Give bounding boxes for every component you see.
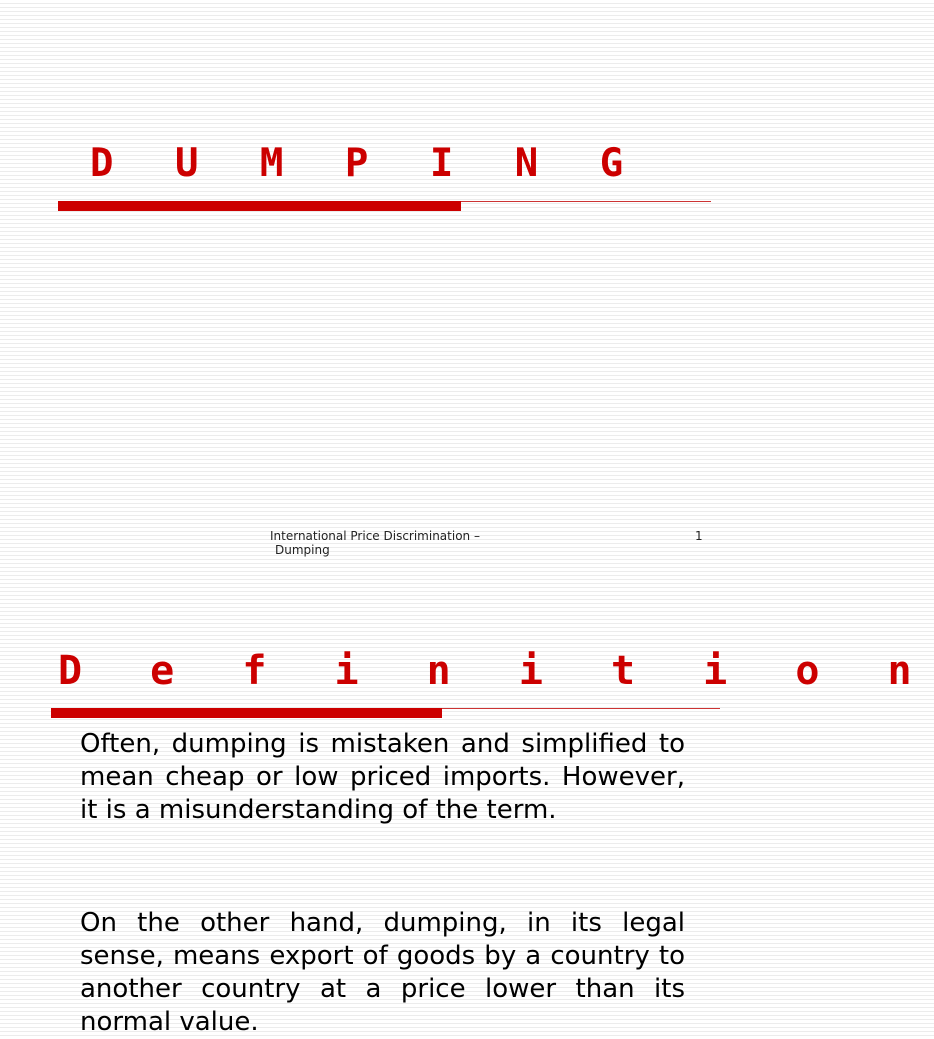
slide-footer	[270, 529, 510, 557]
footer-line-1: International Price Discrimination –	[270, 529, 480, 543]
slide-2	[0, 620, 934, 1037]
body-paragraph: On the other hand, dumping, in its legal sense, means export of goods by a country to another country at a price lower than its normal value.	[80, 908, 685, 1037]
body-paragraph: Often, dumping is mistaken and simplified to mean cheap or low priced imports. However, it is a misunderstanding of the term.	[80, 729, 685, 825]
slide-1	[0, 0, 768, 620]
footer-line-2: Dumping	[275, 543, 330, 557]
page-number: 1	[695, 529, 703, 543]
title-underline-thick	[58, 201, 461, 211]
title-underline-thick	[51, 708, 442, 718]
title-underline-thin	[442, 708, 720, 709]
title-underline-thin	[461, 201, 711, 202]
slide-title: D e f i n i t i o n	[58, 648, 934, 694]
slide-title: D U M P I N G	[90, 141, 643, 186]
